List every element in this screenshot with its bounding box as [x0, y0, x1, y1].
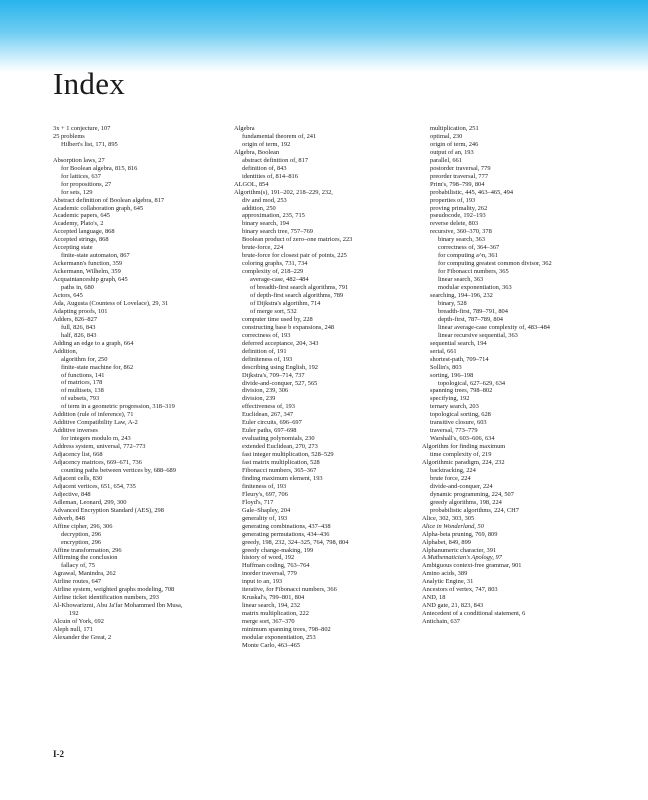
index-entry: Analytic Engine, 31	[422, 578, 474, 586]
index-subentry: divide-and-conquer, 527, 565	[242, 379, 318, 387]
index-entry: Algebra	[234, 125, 255, 132]
index-entry: Additive inverses	[53, 427, 98, 435]
index-subentry: probabilistic, 445, 463–465, 494	[430, 188, 514, 196]
index-subentry: Fleury's, 697, 706	[242, 490, 288, 498]
index-subentry: correctness of, 193	[242, 331, 291, 339]
index-entry: Ancestors of vertex, 747, 803	[422, 586, 498, 594]
index-entry: Adjacent cells, 830	[53, 474, 103, 482]
index-subentry: Sollin's, 803	[430, 363, 462, 371]
index-subentry: paths in, 680	[61, 284, 94, 292]
index-subentry: finite-state machine for, 862	[61, 363, 134, 371]
index-entry: Alphabet, 849, 899	[422, 538, 471, 546]
index-entry: Algebra, Boolean	[234, 148, 280, 156]
index-subentry: of Dijkstra's algorithm, 714	[250, 299, 321, 307]
index-subentry: extended Euclidean, 270, 273	[242, 443, 318, 451]
index-subentry: brute-force for closest pair of points, 225	[242, 252, 347, 260]
index-entry: Airline ticket identification numbers, 293	[53, 594, 159, 602]
index-subentry: linear recursive sequential, 363	[438, 331, 518, 339]
index-subentry: optimal, 230	[430, 132, 463, 140]
index-subentry: binary search, 194	[242, 220, 290, 228]
index-subentry: depth-first, 787–789, 804	[438, 315, 503, 323]
index-subentry: for computing a^n, 361	[438, 252, 498, 260]
index-subentry: generating combinations, 437–438	[242, 522, 331, 530]
index-entry: Antecedent of a conditional statement, 6	[422, 610, 526, 618]
page-title: Index	[53, 66, 126, 101]
index-entry: 25 problems	[53, 132, 85, 140]
index-entry: Algorithmic paradigm, 224, 232	[422, 459, 505, 467]
index-subentry: preorder traversal, 777	[430, 172, 489, 180]
index-subentry: definiteness of, 193	[242, 355, 293, 363]
index-subentry: fundamental theorem of, 241	[242, 132, 317, 140]
index-subentry: fast integer multiplication, 528–529	[242, 451, 334, 459]
index-subentry: Prim's, 798–799, 804	[430, 180, 485, 188]
index-subentry: minimum spanning trees, 798–802	[242, 626, 331, 634]
index-subentry: binary search tree, 757–769	[242, 228, 313, 236]
index-subentry: Boolean product of zero–one matrices, 223	[242, 236, 353, 244]
index-subentry: linear search, 194, 232	[242, 602, 301, 610]
index-entry: Adjacency list, 668	[53, 451, 103, 459]
index-subentry: iterative, for Fibonacci numbers, 366	[242, 586, 337, 594]
index-subentry: backtracking, 224	[430, 466, 476, 474]
index-subentry: Monte Carlo, 463–465	[242, 641, 301, 649]
index-subentry: modular exponentiation, 363	[438, 284, 512, 292]
index-entry: Adjacent vertices, 651, 654, 735	[53, 482, 136, 490]
index-subentry: generating permutations, 434–436	[242, 530, 330, 538]
index-subentry: probabilistic algorithms, 224, CH7	[430, 506, 519, 514]
index-entry: Alice in Wonderland, 50	[422, 522, 484, 530]
index-entry: AND gate, 21, 823, 843	[422, 602, 484, 610]
index-entry: Antichain, 637	[422, 618, 460, 626]
index-subentry: topological sorting, 628	[430, 411, 491, 419]
index-column-1	[53, 125, 238, 642]
index-subentry: of breadth-first search algorithms, 791	[250, 284, 349, 292]
index-subentry: for Boolean algebra, 815, 816	[61, 164, 138, 172]
index-subentry: breadth-first, 789–791, 804	[438, 307, 508, 315]
index-entry: Accepted language, 868	[53, 228, 115, 236]
index-subentry: linear search, 363	[438, 276, 484, 284]
index-entry: Alphanumeric character, 391	[422, 546, 497, 554]
index-entry: Acquaintanceship graph, 645	[53, 276, 128, 284]
index-subentry: div and mod, 253	[242, 196, 287, 204]
page-number: I-2	[53, 749, 64, 759]
index-subentry: deferred acceptance, 204, 343	[242, 339, 319, 347]
index-entry: A Mathematician's Apology, 97	[422, 554, 502, 562]
index-entry: Ada, Augusta (Countess of Lovelace), 29, 31	[53, 299, 169, 307]
index-subentry: binary search, 363	[438, 236, 486, 244]
index-subentry: of subsets, 793	[61, 395, 100, 403]
index-subentry: postorder traversal, 779	[430, 164, 491, 172]
index-subentry: reverse delete, 803	[430, 220, 479, 228]
index-subentry: of matrices, 178	[61, 379, 103, 387]
index-subentry: origin of term, 246	[430, 140, 479, 148]
index-entry: Algorithm(s), 191–202, 218–229, 232,	[234, 188, 333, 196]
index-subentry: for integers modulo m, 243	[61, 435, 131, 443]
index-subentry: constructing base b expansions, 248	[242, 323, 335, 331]
index-subentry: spanning trees, 798–802	[430, 387, 493, 395]
index-entry: Additive Compatibility Law, A-2	[53, 419, 138, 427]
index-subentry: binary, 528	[438, 299, 467, 307]
index-subentry: transitive closure, 603	[430, 419, 487, 427]
index-subentry: algorithm for, 250	[61, 355, 108, 363]
index-subentry: for lattices, 637	[61, 172, 101, 180]
index-subentry: computer time used by, 228	[242, 315, 313, 323]
index-subentry: parallel, 661	[430, 156, 462, 164]
index-subentry: effectiveness of, 193	[242, 403, 295, 411]
index-entry: Ambiguous context-free grammar, 901	[422, 562, 522, 570]
index-subentry: modular exponentiation, 253	[242, 634, 316, 641]
index-subentry: generality of, 193	[242, 514, 288, 522]
index-subentry: matrix multiplication, 222	[242, 610, 309, 618]
index-subentry: correctness of, 364–367	[438, 244, 500, 252]
index-entry: Adjacency matrices, 669–671, 736	[53, 459, 142, 467]
index-entry: Amino acids, 389	[422, 570, 468, 578]
header-gradient-band	[0, 0, 648, 72]
index-subentry: describing using English, 192	[242, 363, 318, 371]
index-entry: 3x + 1 conjecture, 107	[53, 125, 111, 132]
index-subentry: finite-state automaton, 867	[61, 252, 130, 260]
index-subentry: division, 239	[242, 395, 276, 403]
index-subentry: linear average-case complexity of, 483–484	[438, 323, 550, 331]
index-entry: Adjective, 848	[53, 490, 91, 498]
index-entry: Advanced Encryption Standard (AES), 298	[53, 506, 164, 514]
index-subentry: Warshall's, 603–606, 634	[430, 435, 495, 443]
index-subentry: for propositions, 27	[61, 180, 112, 188]
index-entry: Absorption laws, 27	[53, 156, 105, 164]
index-subentry: inorder traversal, 779	[242, 570, 297, 578]
index-subentry: brute-force, 224	[242, 244, 284, 252]
index-subentry: abstract definition of, 817	[242, 156, 309, 164]
index-subentry: multiplication, 251	[430, 125, 479, 132]
index-column-3	[422, 125, 607, 626]
index-entry: Accepting state	[53, 244, 93, 252]
index-subentry: traversal, 773–779	[430, 427, 478, 435]
index-subentry: sorting, 196–198	[430, 371, 474, 379]
index-subentry: finding maximum element, 193	[242, 474, 323, 482]
index-subentry: greedy change-making, 199	[242, 546, 314, 554]
index-subentry: topological, 627–629, 634	[438, 379, 506, 387]
index-subentry: Hilbert's list, 171, 895	[61, 140, 118, 148]
index-subentry: divide-and-conquer, 224	[430, 482, 493, 490]
index-subentry: for sets, 129	[61, 188, 93, 196]
index-subentry: history of word, 192	[242, 554, 295, 562]
index-subentry: fast matrix multiplication, 528	[242, 459, 320, 467]
index-subentry: finiteness of, 193	[242, 482, 287, 490]
index-subentry: searching, 194–196, 232	[430, 292, 493, 300]
index-subentry: evaluating polynomials, 230	[242, 435, 315, 443]
index-subentry: greedy algorithms, 198, 224	[430, 498, 502, 506]
index-subentry: of functions, 141	[61, 371, 105, 379]
index-entry: Academic collaboration graph, 645	[53, 204, 144, 212]
index-entry: Ackermann's function, 359	[53, 260, 123, 268]
index-entry: Al-Khowarizmi, Abu Ja'far Mohammed Ibn Musa,	[53, 602, 183, 610]
index-subentry: pseudocode, 192–193	[430, 212, 486, 220]
index-subentry: Kruskal's, 799–801, 804	[242, 594, 305, 602]
index-entry: ALGOL, 854	[234, 180, 269, 188]
index-subentry: addition, 250	[242, 204, 276, 212]
entry-gap	[53, 149, 238, 157]
index-entry: Academy, Plato's, 2	[53, 220, 104, 228]
index-entry: Alexander the Great, 2	[53, 633, 112, 641]
index-subentry: Euler paths, 697–698	[242, 427, 297, 435]
index-entry: Adapting proofs, 101	[53, 307, 108, 315]
index-subentry: Gale–Shapley, 204	[242, 506, 291, 514]
index-subentry: identities of, 814–816	[242, 172, 298, 180]
index-subentry: output of an, 193	[430, 148, 474, 156]
index-subentry: Euler circuits, 696–697	[242, 419, 302, 427]
index-subentry: input to an, 193	[242, 578, 283, 586]
index-subentry: merge sort, 367–370	[242, 618, 295, 626]
index-entry: Addition (rule of inference), 71	[53, 411, 134, 419]
index-entry: Adleman, Leonard, 299, 300	[53, 498, 127, 506]
index-entry: Alice, 302, 303, 305	[422, 514, 475, 522]
index-subentry: approximation, 235, 715	[242, 212, 305, 220]
index-subentry: coloring graphs, 731, 734	[242, 260, 308, 268]
index-entry: Ackermann, Wilhelm, 359	[53, 268, 121, 276]
index-entry: Adding an edge to a graph, 664	[53, 339, 134, 347]
index-subentry: for Fibonacci numbers, 365	[438, 268, 509, 276]
index-entry: Address system, universal, 772–773	[53, 443, 146, 451]
index-entry: Alcuin of York, 692	[53, 618, 104, 626]
index-subentry: 192	[69, 610, 79, 618]
index-subentry: greedy, 198, 232, 324–325, 764, 798, 804	[242, 538, 349, 546]
index-entry: Academic papers, 645	[53, 212, 110, 220]
index-entry: Affine transformation, 296	[53, 546, 122, 554]
index-subentry: definition of, 843	[242, 164, 287, 172]
index-subentry: of term in a geometric progression, 318–319	[61, 403, 175, 411]
index-subentry: brute force, 224	[430, 474, 471, 482]
index-entry: Affine cipher, 296, 306	[53, 522, 113, 530]
index-subentry: dynamic programming, 224, 507	[430, 490, 514, 498]
index-subentry: of merge sort, 532	[250, 307, 297, 315]
index-subentry: Floyd's, 717	[242, 498, 274, 506]
index-entry: Abstract definition of Boolean algebra, 817	[53, 196, 165, 204]
index-subentry: origin of term, 192	[242, 140, 291, 148]
index-subentry: proving primality, 262	[430, 204, 488, 212]
index-subentry: average-case, 482–484	[250, 276, 309, 284]
index-subentry: half, 826, 843	[61, 331, 97, 339]
index-subentry: specifying, 192	[430, 395, 470, 403]
index-entry: Adverb, 848	[53, 514, 85, 522]
index-subentry: counting paths between vertices by, 688–689	[61, 466, 176, 474]
index-subentry: fallacy of, 75	[61, 562, 95, 570]
index-entry: Airline routes, 647	[53, 578, 102, 586]
index-column-2	[234, 125, 419, 650]
index-subentry: shortest-path, 709–714	[430, 355, 489, 363]
index-subentry: properties of, 193	[430, 196, 476, 204]
index-subentry: definition of, 191	[242, 347, 287, 355]
index-entry: Actors, 645	[53, 292, 83, 299]
index-entry: Addition,	[53, 347, 78, 355]
index-subentry: sequential search, 194	[430, 339, 487, 347]
index-entry: Airline system, weighted graphs modeling, 708	[53, 586, 175, 594]
index-entry: Algorithm for finding maximum	[422, 443, 506, 451]
index-entry: Adders, 826–827	[53, 315, 98, 323]
index-subentry: Huffman coding, 763–764	[242, 562, 310, 570]
index-subentry: recursive, 360–370, 378	[430, 228, 492, 236]
index-entry: Affirming the conclusion	[53, 554, 118, 562]
index-subentry: Euclidean, 267, 347	[242, 411, 294, 419]
index-entry: Accepted strings, 868	[53, 236, 109, 244]
index-entry: Agrawal, Manindra, 262	[53, 570, 116, 578]
index-subentry: division, 239, 306	[242, 387, 289, 395]
index-entry: Aleph null, 171	[53, 626, 93, 634]
index-entry: AND, 18	[422, 594, 446, 602]
index-subentry: complexity of, 218–229	[242, 268, 304, 276]
index-subentry: of depth-first search algorithms, 789	[250, 292, 344, 300]
index-subentry: full, 826, 843	[61, 323, 96, 331]
index-subentry: ternary search, 203	[430, 403, 479, 411]
index-subentry: for computing greatest common divisor, 362	[438, 260, 552, 268]
index-subentry: time complexity of, 219	[430, 451, 492, 459]
index-subentry: serial, 661	[430, 347, 457, 355]
index-subentry: of multisets, 138	[61, 387, 104, 395]
index-subentry: encryption, 296	[61, 538, 102, 546]
index-entry: Alpha-beta pruning, 769, 809	[422, 530, 498, 538]
index-subentry: decryption, 296	[61, 530, 102, 538]
index-subentry: Fibonacci numbers, 365–367	[242, 466, 317, 474]
index-subentry: Dijkstra's, 709–714, 737	[242, 371, 305, 379]
